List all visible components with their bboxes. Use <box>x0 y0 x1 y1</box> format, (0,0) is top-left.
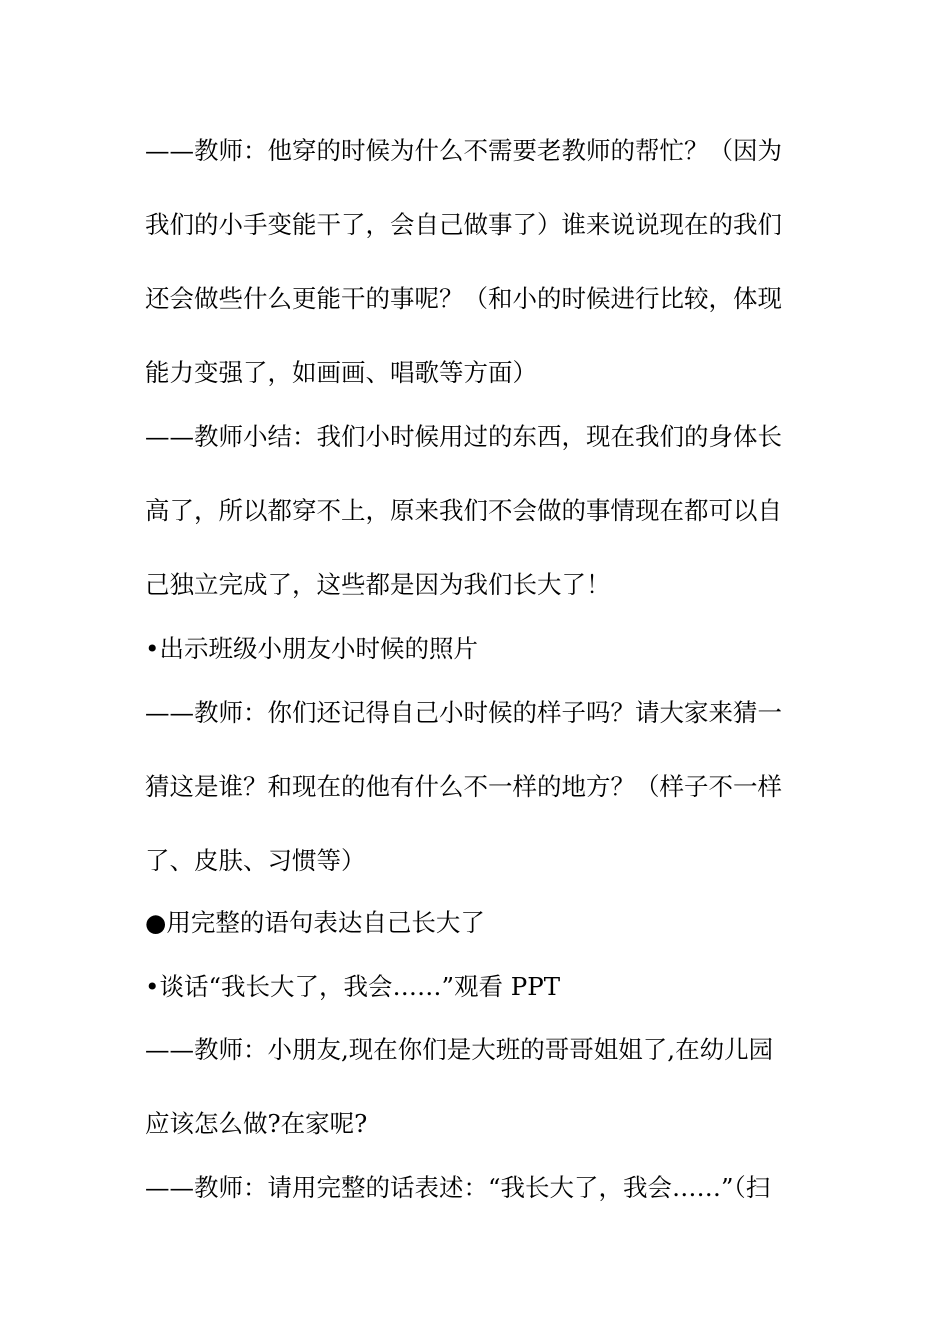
text-line-2: 我们的小手变能干了，会自己做事了）谁来说说现在的我们 <box>145 210 782 239</box>
text-line-9: ——教师：你们还记得自己小时候的样子吗？请大家来猜一 <box>145 698 782 727</box>
text-line-6: 高了，所以都穿不上，原来我们不会做的事情现在都可以自 <box>145 496 782 525</box>
text-line-10: 猜这是谁？和现在的他有什么不一样的地方？（样子不一样 <box>145 772 782 801</box>
text-line-13: •谈话“我长大了，我会……”观看 PPT <box>145 972 561 1001</box>
text-line-8: •出示班级小朋友小时候的照片 <box>145 634 478 663</box>
text-line-16: ——教师：请用完整的话表述：“我长大了，我会……”（扫 <box>145 1173 771 1202</box>
text-line-15: 应该怎么做?在家呢? <box>145 1109 368 1138</box>
text-line-4: 能力变强了，如画画、唱歌等方面） <box>145 358 537 387</box>
text-line-3: 还会做些什么更能干的事呢？（和小的时候进行比较，体现 <box>145 284 782 313</box>
text-line-14: ——教师：小朋友,现在你们是大班的哥哥姐姐了,在幼儿园 <box>145 1035 774 1064</box>
text-line-1: ——教师：他穿的时候为什么不需要老教师的帮忙？（因为 <box>145 136 782 165</box>
text-line-5: ——教师小结：我们小时候用过的东西，现在我们的身体长 <box>145 422 782 451</box>
text-line-12: ●用完整的语句表达自己长大了 <box>145 908 485 937</box>
text-line-11: 了、皮肤、习惯等） <box>145 846 366 875</box>
text-line-7: 己独立完成了，这些都是因为我们长大了！ <box>145 570 611 599</box>
